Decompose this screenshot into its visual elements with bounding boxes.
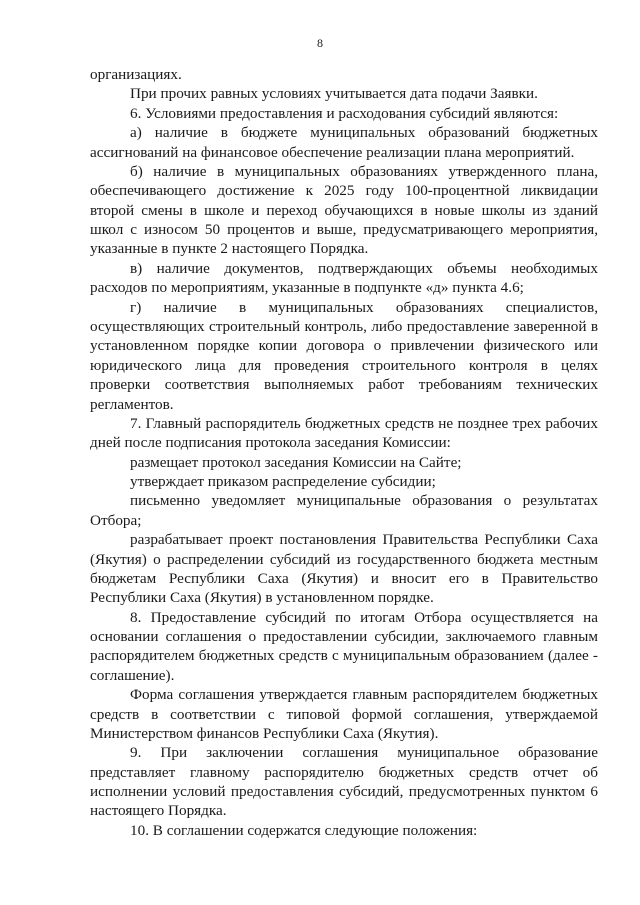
text-line: установленном порядке копии договора о привлечении физического или <box>90 337 598 355</box>
text-line: юридического лица для проведения строительного контроля в целях <box>90 356 598 374</box>
text-line: Форма соглашения утверждается главным распорядителем бюджетных <box>130 686 598 704</box>
text-line: утверждает приказом распределение субсидии; <box>130 473 436 490</box>
text-line: осуществляющих строительный контроль, либо предоставление заверенной в <box>90 317 598 335</box>
text-line: письменно уведомляет муниципальные образования о результатах <box>130 492 598 510</box>
text-line: проверки соответствия выполняемых работ требованиям технических <box>90 376 598 394</box>
text-line: Отбора; <box>90 511 142 529</box>
text-line: 7. Главный распорядитель бюджетных средств не позднее трех рабочих <box>130 414 598 432</box>
text-line: разрабатывает проект постановления Правительства Республики Саха <box>130 531 598 549</box>
text-line: второй смены в школе и переход обучающихся в новые школы из зданий <box>90 201 598 219</box>
text-line: 6. Условиями предоставления и расходования субсидий являются: <box>130 104 559 122</box>
text-line: представляет главному распорядителю бюджетных средств отчет об <box>90 763 598 781</box>
text-line: регламентов. <box>90 395 174 413</box>
text-line: организациях. <box>90 66 182 83</box>
text-line: в) наличие документов, подтверждающих объемы необходимых <box>130 259 598 277</box>
text-line: бюджетам Республики Саха (Якутия) и вносит его в Правительство <box>90 569 598 587</box>
text-line: соглашение). <box>90 666 175 684</box>
text-line: 9. При заключении соглашения муниципальное образование <box>130 744 598 762</box>
text-line: Республики Саха (Якутия) в установленном порядке. <box>90 589 434 607</box>
text-line: Министерством финансов Республики Саха (Якутия). <box>90 724 439 742</box>
text-line: 8. Предоставление субсидий по итогам Отбора осуществляется на <box>130 608 598 626</box>
text-line: а) наличие в бюджете муниципальных образований бюджетных <box>130 124 598 142</box>
text-line: настоящего Порядка. <box>90 802 227 820</box>
text-line: размещает протокол заседания Комиссии на Сайте; <box>130 453 462 471</box>
text-line: б) наличие в муниципальных образованиях утвержденного плана, <box>130 162 598 180</box>
text-line: указанные в пункте 2 настоящего Порядка. <box>90 240 369 258</box>
text-line: обеспечивающего достижение к 2025 году 100-процентной ликвидации <box>90 182 598 200</box>
text-line: распорядителем бюджетных средств с муниципальным образованием (далее - <box>90 647 598 665</box>
text-line: средств в соответствии с типовой формой соглашения, утверждаемой <box>90 705 598 723</box>
text-line: школ с износом 50 процентов и выше, предусматривающего мероприятия, <box>90 221 598 238</box>
text-line: г) наличие в муниципальных образованиях специалистов, <box>130 298 598 316</box>
text-line: При прочих равных условиях учитывается дата подачи Заявки. <box>130 85 538 103</box>
text-line: основании соглашения о предоставлении субсидии, заключаемого главным <box>90 628 598 645</box>
text-line: расходов по мероприятиям, указанные в подпункте «д» пункта 4.6; <box>90 279 524 297</box>
text-line: дней после подписания протокола заседания Комиссии: <box>90 434 451 452</box>
page-number: 8 <box>317 36 323 50</box>
text-line: исполнении условий предоставления субсидий, предусмотренных пунктом 6 <box>90 783 598 801</box>
text-line: ассигнований на финансовое обеспечение реализации плана мероприятий. <box>90 143 575 161</box>
text-line: (Якутия) о распределении субсидий из государственного бюджета местным <box>90 550 598 568</box>
text-line: 10. В соглашении содержатся следующие положения: <box>130 821 478 839</box>
